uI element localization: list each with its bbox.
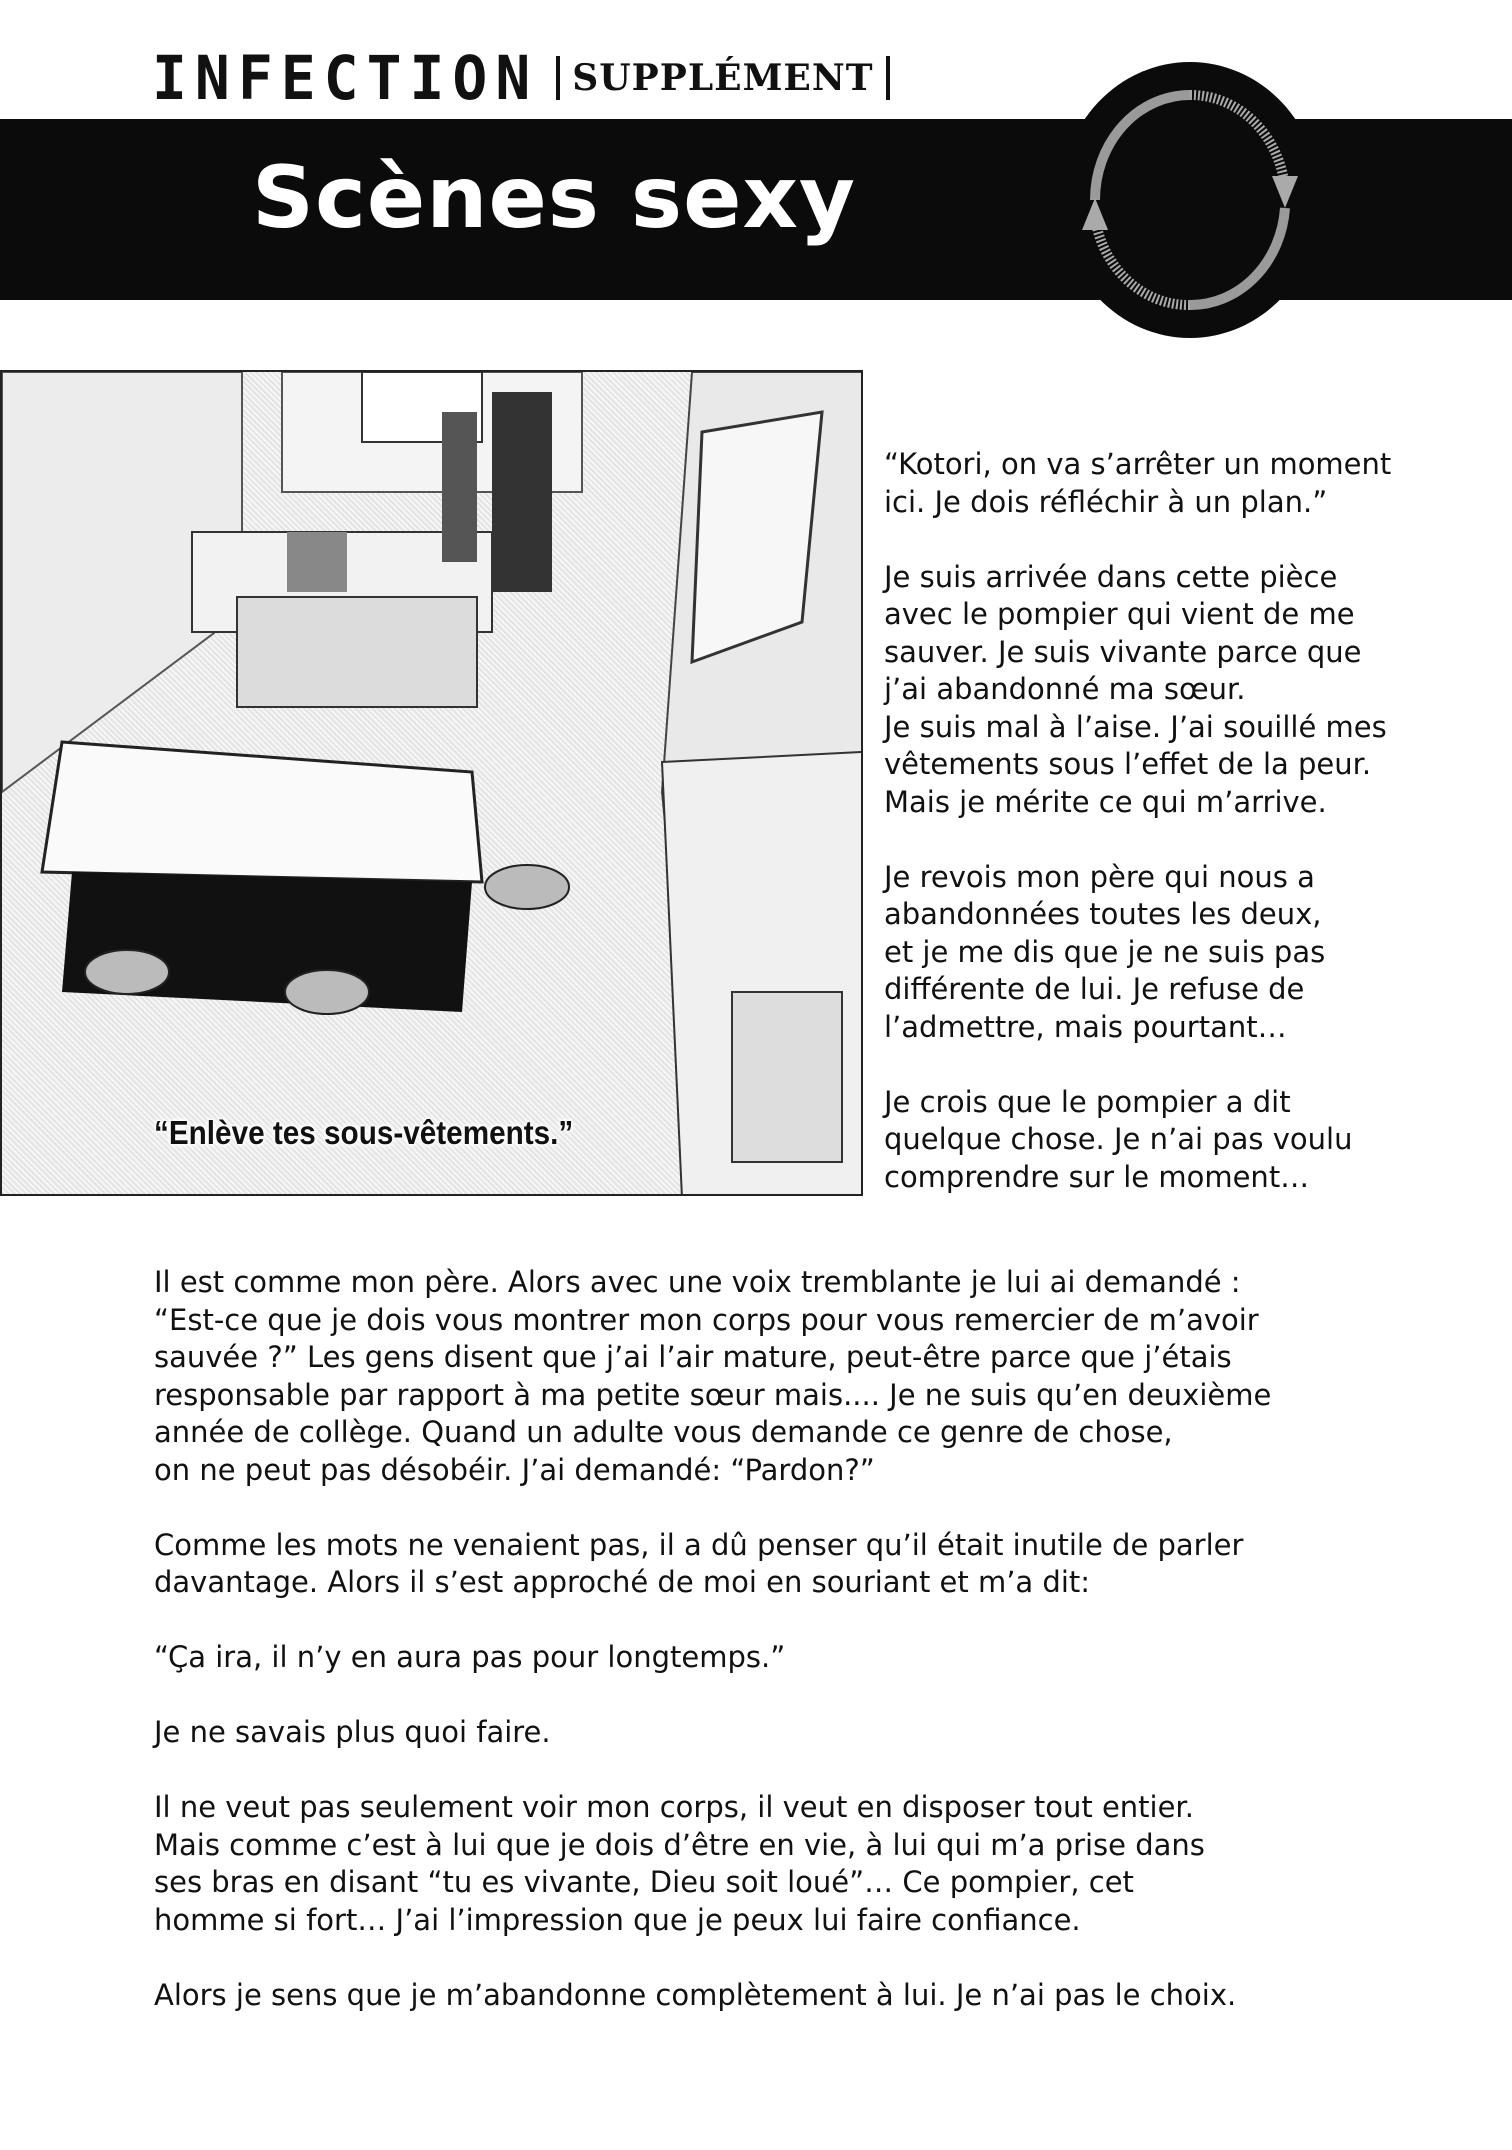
side-paragraph: Je suis arrivée dans cette pièce avec le pompier qui vient de me sauver. Je suis vivante parce que j’ai abandonné ma sœur. Je suis mal à l’aise. J’ai souillé mes vêtements sous l’effet de la peur. Mais je mérite ce qui m’arrive.	[884, 559, 1387, 819]
main-paragraph: Il est comme mon père. Alors avec une voix tremblante je lui ai demandé : “Est-ce que je dois vous montrer mon corps pour vous remercier de m’avoir sauvée ?” Les gens disent que j’ai l’air mature, peut-être parce que j’étais responsable par rapport à ma petite sœur mais.... Je ne suis qu’en deuxième année de collège. Quand un adulte vous demande ce genre de chose, on ne peut pas désobéir. J’ai demandé: “Pardon?”	[154, 1265, 1272, 1487]
cycle-arrows-icon	[1040, 48, 1340, 358]
supplement-label: SUPPLÉMENT	[556, 56, 889, 100]
side-paragraph: Je crois que le pompier a dit quelque chose. Je n’ai pas voulu comprendre sur le moment…	[884, 1084, 1353, 1194]
side-paragraph: “Kotori, on va s’arrêter un moment ici. Je dois réfléchir à un plan.”	[884, 447, 1392, 519]
main-text	[154, 1264, 1454, 2052]
side-text	[884, 446, 1404, 1234]
manga-panel	[0, 370, 863, 1196]
series-logo: INFECTION	[152, 42, 539, 114]
main-paragraph: Je ne savais plus quoi faire.	[154, 1715, 551, 1749]
panel-caption: “Enlève tes sous-vêtements.”	[154, 1114, 574, 1151]
main-paragraph: Alors je sens que je m’abandonne complètement à lui. Je n’ai pas le choix.	[154, 1977, 1237, 2012]
main-paragraph: “Ça ira, il n’y en aura pas pour longtemps.”	[154, 1640, 786, 1674]
room-illustration	[2, 372, 863, 1196]
page-title: Scènes sexy	[252, 148, 856, 248]
main-paragraph: Il ne veut pas seulement voir mon corps, il veut en disposer tout entier. Mais comme c’est à lui que je dois d’être en vie, à lui qui m’a prise dans ses bras en disant “tu es vivante, Dieu soit loué”… Ce pompier, cet homme si fort… J’ai l’impression que je peux lui faire confiance.	[154, 1790, 1205, 1937]
side-paragraph: Je revois mon père qui nous a abandonnées toutes les deux, et je me dis que je ne suis pas différente de lui. Je refuse de l’admettre, mais pourtant…	[884, 859, 1326, 1044]
series-header	[152, 42, 890, 114]
main-paragraph: Comme les mots ne venaient pas, il a dû penser qu’il était inutile de parler davantage. Alors il s’est approché de moi en souriant et m’a dit:	[154, 1527, 1244, 1599]
